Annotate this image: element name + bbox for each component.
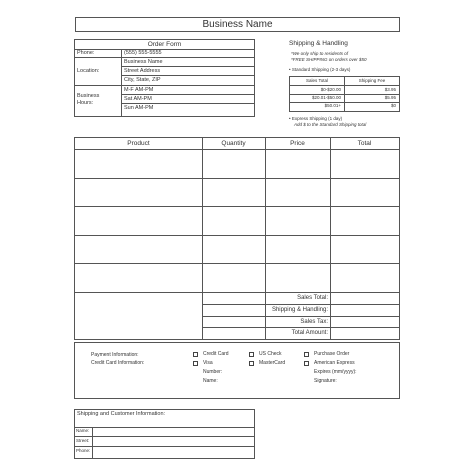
summary-label-sales-tax: Sales Tax: [300,319,328,325]
purchase-order-checkbox[interactable] [304,352,309,357]
express-shipping-note: Add $ to the Standard Shipping total [294,122,367,127]
shipping-section [287,39,401,131]
payment-section [74,342,400,399]
shipping-fee: $3.95 [384,87,396,92]
mastercard-option: MasterCard [259,360,286,366]
purchase-order-option: Purchase Order [314,351,350,357]
phone-value[interactable]: (555) 555-5555 [124,50,162,56]
us-check-checkbox[interactable] [249,352,254,357]
sales-total-range: $20.01-$50.00 [311,95,341,100]
order-form-box [74,39,255,117]
location-line[interactable]: City, State, ZIP [124,77,161,83]
signature-label: Signature: [314,378,337,384]
location-label: Location: [77,68,100,74]
location-line[interactable]: Business Name [124,59,163,65]
american-express-option: American Express [314,360,355,366]
card-name-label: Name: [203,378,218,384]
credit-card-option: Credit Card [203,351,229,357]
shipping-table-header: Sales Total [306,78,328,83]
hours-line[interactable]: Sun AM-PM [124,105,154,111]
express-shipping-label: • Express Shipping (1 day) [289,116,343,121]
column-header-price: Price [290,140,305,147]
shipping-title: Shipping & Handling [289,40,348,47]
summary-label-total-amount: Total Amount: [291,330,328,336]
business-name: Business Name [202,19,273,30]
sales-total-range: $0-$20.00 [320,87,341,92]
credit-card-checkbox[interactable] [193,352,198,357]
card-info-label: Credit Card Information: [91,360,145,366]
us-check-option: US Check [259,351,282,357]
customer-name-label: Name: [76,428,90,433]
summary-label-shipping: Shipping & Handling: [271,307,328,313]
mastercard-checkbox[interactable] [249,361,254,366]
shipping-note: *FREE SHIPPING on orders over $50 [291,57,367,62]
expires-label: Expires (mm/yyyy): [314,369,357,375]
customer-phone-label: Phone: [76,448,91,453]
business-name-box [75,17,400,32]
shipping-note: *We only ship to residents of [291,51,348,56]
american-express-checkbox[interactable] [304,361,309,366]
hours-line[interactable]: M-F AM-PM [124,87,154,93]
summary-label-sales-total: Sales Total: [297,295,328,301]
shipping-fee-table [289,76,400,112]
standard-shipping-label: • Standard Shipping (2-3 days) [289,67,351,72]
product-table [74,137,400,340]
shipping-fee: $5.95 [384,95,396,100]
payment-info-label: Payment Information: [91,352,139,358]
hours-label: Hours: [77,100,94,106]
card-number-label: Number: [203,369,223,375]
shipping-table-header: Shipping Fee [358,78,386,83]
location-line[interactable]: Street Address [124,68,161,74]
customer-street-label: Street: [76,438,90,443]
hours-label: Business [77,93,100,99]
column-header-total: Total [357,140,372,147]
hours-line[interactable]: Sat AM-PM [124,96,152,102]
customer-info-box [74,409,255,459]
phone-label: Phone: [77,50,95,56]
sales-total-range: $50.01+ [324,103,341,108]
order-form-title: Order Form [147,41,182,48]
column-header-product: Product [127,140,150,147]
shipping-fee: $0 [390,103,396,108]
visa-checkbox[interactable] [193,361,198,366]
customer-info-title: Shipping and Customer Information: [77,411,166,417]
column-header-quantity: Quantity [221,140,246,147]
visa-option: Visa [203,360,213,366]
